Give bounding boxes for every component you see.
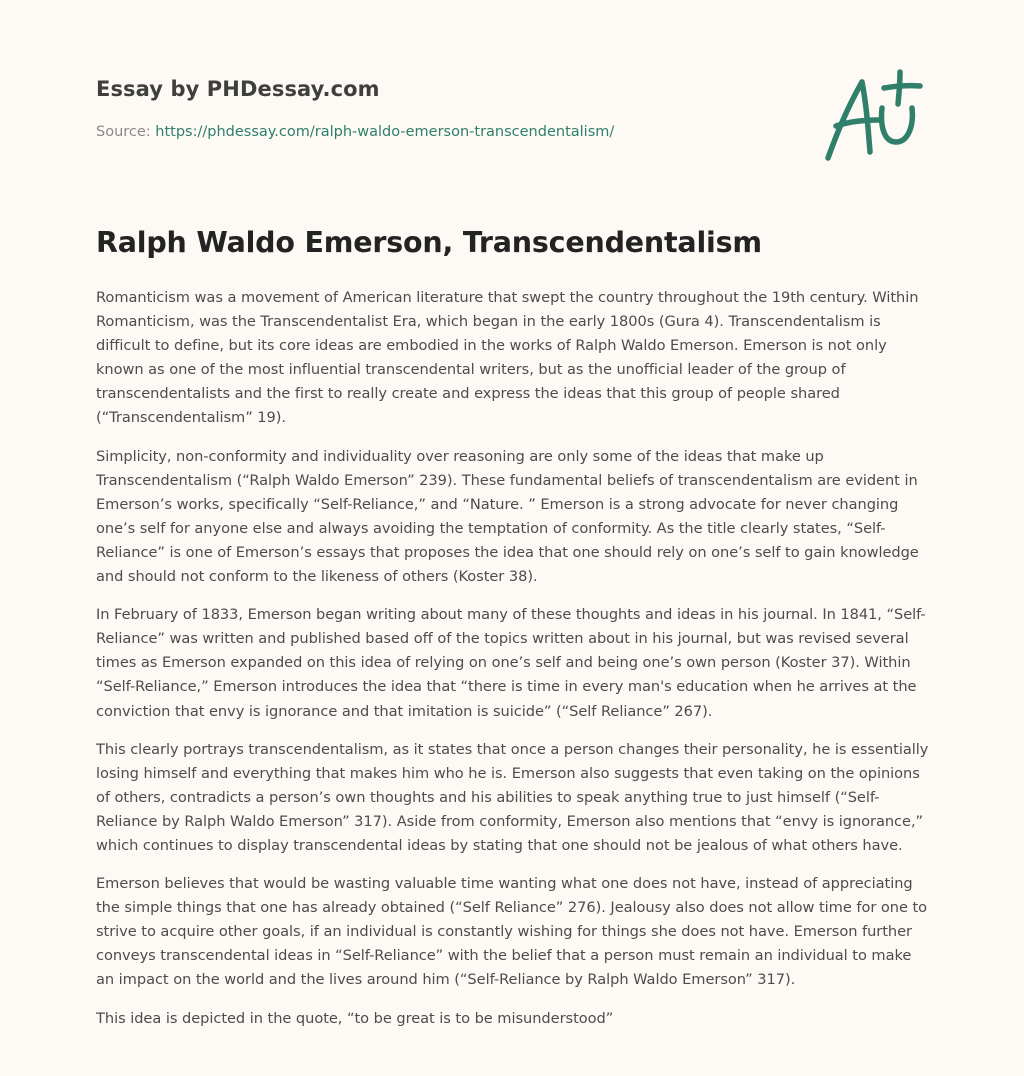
essay-paragraph: Simplicity, non-conformity and individuality over reasoning are only some of the ideas that make up Transcendentalism (“Ralph Waldo Emerson” 239). These fundamental beliefs of transcendentalism are evident in Emerson’s works, specifically “Self-Reliance,” and “Nature. ” Emerson is a strong advocate for never changing one’s self for anyone else and always avoiding the temptation of conformity. As the title clearly states, “Self-Reliance” is one of Emerson’s essays that proposes the idea that one should rely on one’s self to gain knowledge and should not conform to the likeness of others (Koster 38). <box>96 447 919 586</box>
a-plus-grade-icon <box>822 66 926 166</box>
essay-body <box>96 286 932 1045</box>
essay-paragraph: Romanticism was a movement of American literature that swept the country throughout the 19th century. Within Romanticism, was the Transcendentalist Era, which began in the early 1800s (Gura 4). Transcendentalism is difficult to define, but its core ideas are embodied in the works of Ralph Waldo Emerson. Emerson is not only known as one of the most influential transcendental writers, but as the unofficial leader of the group of transcendentalists and the first to really create and express the ideas that this group of people shared (“Transcendentalism” 19). <box>96 289 919 427</box>
essay-paragraph: This clearly portrays transcendentalism, as it states that once a person changes their personality, he is essentially losing himself and everything that makes him who he is. Emerson also suggests that even taking on the opinions of others, contradicts a person’s own thoughts and his abilities to speak anything true to just himself (“Self-Reliance by Ralph Waldo Emerson” 317). Aside from conformity, Emerson also mentions that “envy is ignorance,” which continues to display transcendental ideas by stating that one should not be jealous of what others have. <box>96 740 929 854</box>
essay-paragraph: This idea is depicted in the quote, “to be great is to be misunderstood” <box>96 1009 614 1027</box>
source-link[interactable]: https://phdessay.com/ralph-waldo-emerson-transcendentalism/ <box>155 124 615 140</box>
essay-page <box>96 0 929 1027</box>
essay-paragraph: In February of 1833, Emerson began writing about many of these thoughts and ideas in his journal. In 1841, “Self-Reliance” was written and published based off of the topics written about in his journal, but was revised several times as Emerson expanded on this idea of relying on one’s self and being one’s own person (Koster 37). Within “Self-Reliance,” Emerson introduces the idea that “there is time in every man's education when he arrives at the conviction that envy is ignorance and that imitation is suicide” (“Self Reliance” 267). <box>96 606 926 720</box>
page-header <box>96 0 928 200</box>
essay-title: Ralph Waldo Emerson, Transcendentalism <box>96 226 762 259</box>
site-brand: Essay by PHDessay.com <box>96 77 380 101</box>
source-line <box>96 124 614 140</box>
source-label: Source: <box>96 124 156 140</box>
essay-paragraph: Emerson believes that would be wasting valuable time wanting what one does not have, instead of appreciating the simple things that one has already obtained (“Self Reliance” 276). Jealousy also does not allow time for one to strive to acquire other goals, if an individual is constantly wishing for things she does not have. Emerson further conveys transcendental ideas in “Self-Reliance” with the belief that a person must remain an individual to make an impact on the world and the lives around him (“Self-Reliance by Ralph Waldo Emerson” 317). <box>96 875 928 989</box>
